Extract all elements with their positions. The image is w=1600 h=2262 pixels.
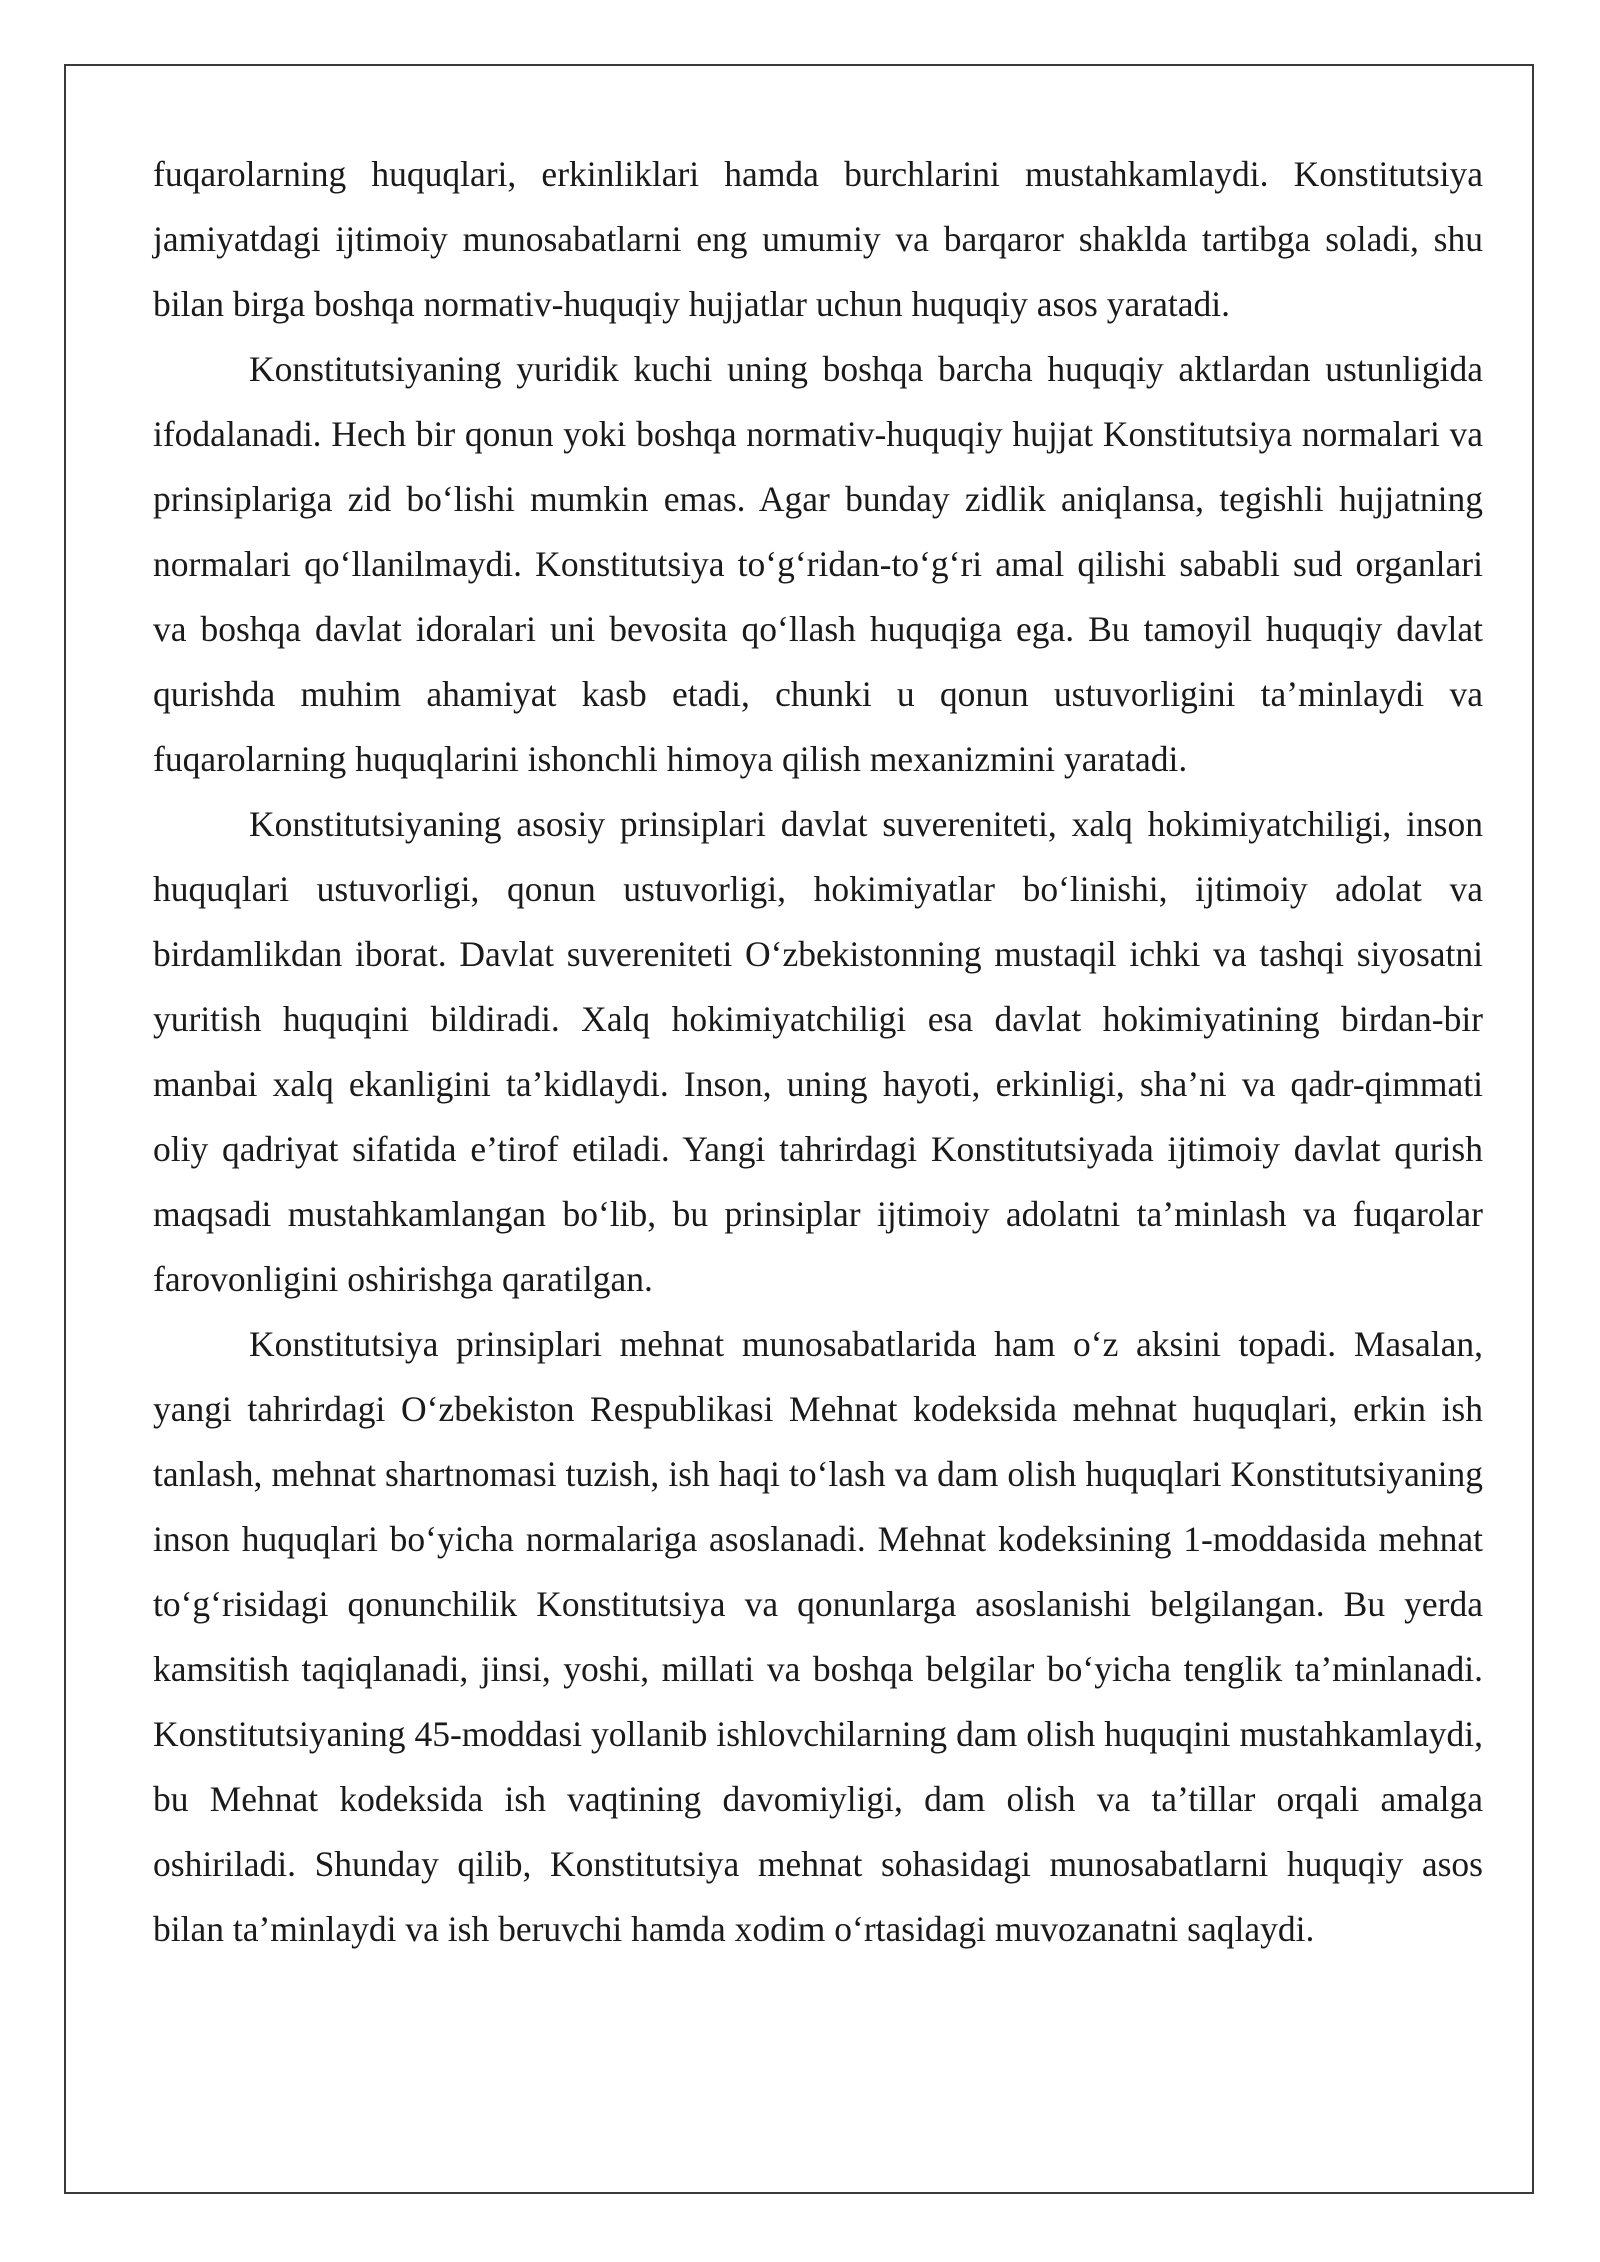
paragraph-labor-relations: Konstitutsiya prinsiplari mehnat munosabatlarida ham o‘z aksini topadi. Masalan, yangi tahrirdagi O‘zbekiston Respublikasi Mehnat kodeksida mehnat huquqlari, erkin ish tanlash, mehnat shartnomasi tuzish, ish haqi to‘lash va dam olish huquqlari Konstitutsiyaning inson huquqlari bo‘yicha normalariga asoslanadi. Mehnat kodeksining 1-moddasida mehnat to‘g‘risidagi qonunchilik Konstitutsiya va qonunlarga asoslanishi belgilangan. Bu yerda kamsitish taqiqlanadi, jinsi, yoshi, millati va boshqa belgilar bo‘yicha tenglik ta’minlanadi. Konstitutsiyaning 45-moddasi yollanib ishlovchilarning dam olish huquqini mustahkamlaydi, bu Mehnat kodeksida ish vaqtining davomiyligi, dam olish va ta’tillar orqali amalga oshiriladi. Shunday qilib, Konstitutsiya mehnat sohasidagi munosabatlarni huquqiy asos bilan ta’minlaydi va ish beruvchi hamda xodim o‘rtasidagi muvozanatni saqlaydi. <box>153 1324 1483 1949</box>
document-body <box>153 142 1483 1962</box>
paragraph-basic-principles: Konstitutsiyaning asosiy prinsiplari davlat suvereniteti, xalq hokimiyatchiligi, inson huquqlari ustuvorligi, qonun ustuvorligi, hokimiyatlar bo‘linishi, ijtimoiy adolat va birdamlikdan iborat. Davlat suvereniteti O‘zbekistonning mustaqil ichki va tashqi siyosatni yuritish huquqini bildiradi. Xalq hokimiyatchiligi esa davlat hokimiyatining birdan-bir manbai xalq ekanligini ta’kidlaydi. Inson, uning hayoti, erkinligi, sha’ni va qadr-qimmati oliy qadriyat sifatida e’tirof etiladi. Yangi tahrirdagi Konstitutsiyada ijtimoiy davlat qurish maqsadi mustahkamlangan bo‘lib, bu prinsiplar ijtimoiy adolatni ta’minlash va fuqarolar farovonligini oshirishga qaratilgan. <box>153 804 1483 1299</box>
paragraph-continuation: fuqarolarning huquqlari, erkinliklari hamda burchlarini mustahkamlaydi. Konstitutsiya jamiyatdagi ijtimoiy munosabatlarni eng umumiy va barqaror shaklda tartibga soladi, shu bilan birga boshqa normativ-huquqiy hujjatlar uchun huquqiy asos yaratadi. <box>153 154 1483 324</box>
paragraph-legal-force: Konstitutsiyaning yuridik kuchi uning boshqa barcha huquqiy aktlardan ustunligida ifodalanadi. Hech bir qonun yoki boshqa normativ-huquqiy hujjat Konstitutsiya normalari va prinsiplariga zid bo‘lishi mumkin emas. Agar bunday zidlik aniqlansa, tegishli hujjatning normalari qo‘llanilmaydi. Konstitutsiya to‘g‘ridan-to‘g‘ri amal qilishi sababli sud organlari va boshqa davlat idoralari uni bevosita qo‘llash huquqiga ega. Bu tamoyil huquqiy davlat qurishda muhim ahamiyat kasb etadi, chunki u qonun ustuvorligini ta’minlaydi va fuqarolarning huquqlarini ishonchli himoya qilish mexanizmini yaratadi. <box>153 349 1483 779</box>
